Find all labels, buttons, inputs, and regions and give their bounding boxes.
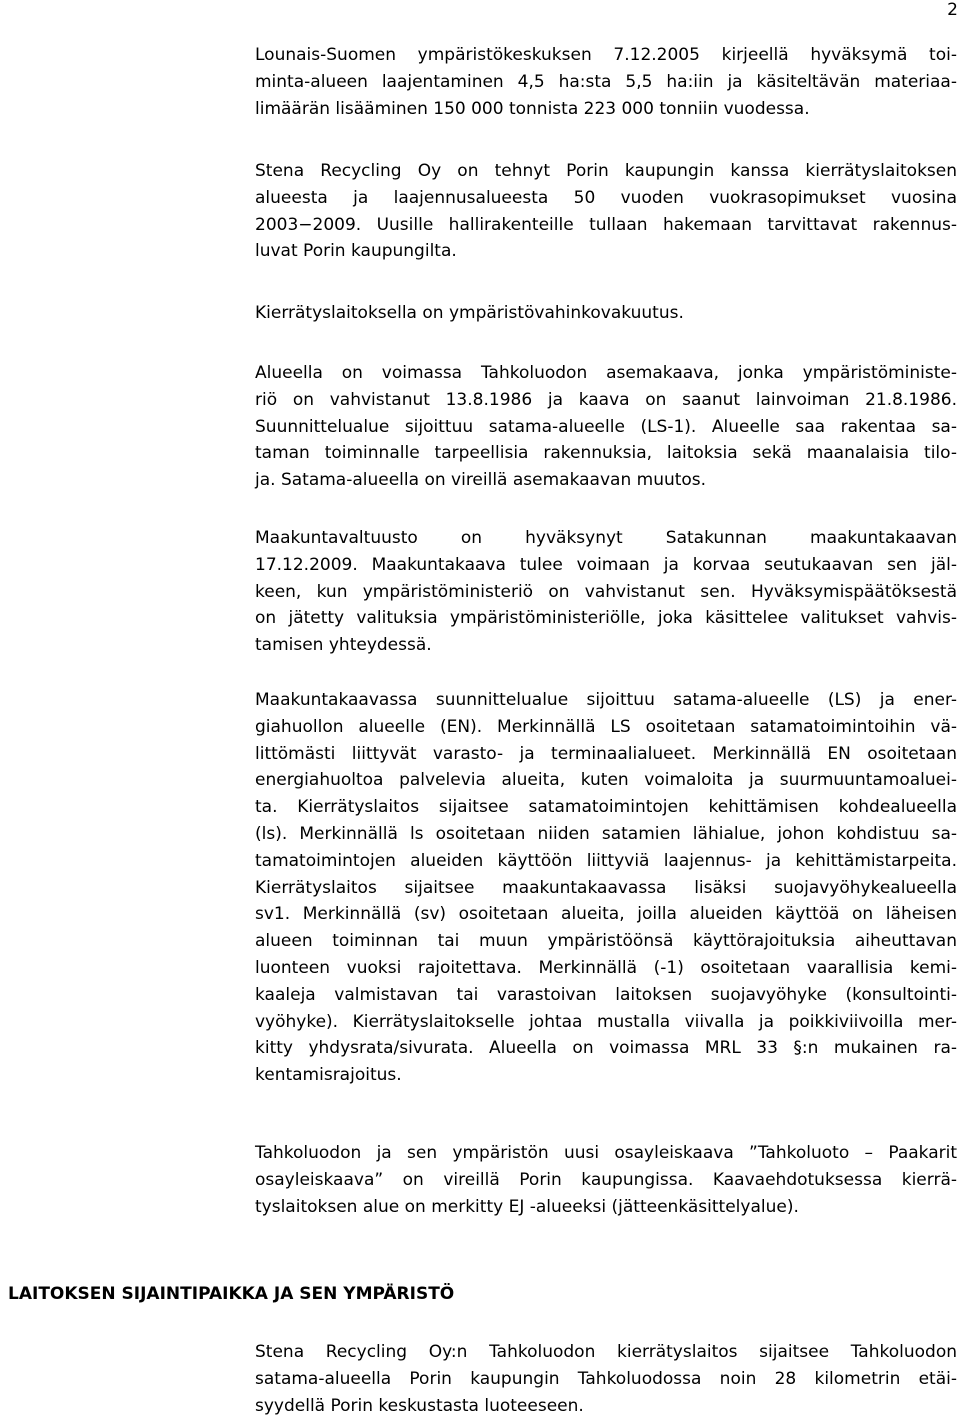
text-line: tamisen yhteydessä. — [255, 635, 432, 656]
paragraph-plant-location — [255, 1339, 957, 1419]
text-line: Tahkoluodon ja sen ympäristön uusi osayleiskaava ”Tahkoluoto – Paakarit — [255, 1143, 957, 1163]
paragraph-regional-plan-approval — [255, 525, 957, 659]
paragraph-regional-plan-markings — [255, 687, 957, 1089]
paragraph-permit-expansion — [255, 42, 957, 122]
paragraph-insurance — [255, 300, 957, 327]
text-line: syydellä Porin keskustasta luoteeseen. — [255, 1395, 584, 1416]
text-line: Suunnittelualue sijoittuu satama-alueelle (LS-1). Alueelle saa rakentaa sa- — [255, 416, 957, 437]
text-line: ja. Satama-alueella on vireillä asemakaavan muutos. — [255, 470, 707, 491]
text-line: taman toiminnalle tarpeellisia rakennuksia, laitoksia sekä maanalaisia tilo- — [255, 443, 957, 464]
text-line: kitty yhdysrata/sivurata. Alueella on voimassa MRL 33 §:n mukainen ra- — [255, 1038, 957, 1059]
text-line: luonteen vuoksi rajoitettava. Merkinnällä (-1) osoitetaan vaarallisia kemi- — [255, 957, 957, 978]
text-line: Kierrätyslaitos sijaitsee maakuntakaavassa lisäksi suojavyöhykealueella — [255, 877, 957, 898]
text-line: sv1. Merkinnällä (sv) osoitetaan alueita, joilla alueiden käyttöä on läheisen — [255, 904, 957, 925]
text-line: ta. Kierrätyslaitos sijaitsee satamatoimintojen kehittämisen kohdealueella — [255, 797, 957, 818]
text-line: keen, kun ympäristöministeriö on vahvistanut sen. Hyväksymispäätöksestä — [255, 581, 957, 602]
text-line: energiahuoltoa palvelevia alueita, kuten voimaloita ja suurmuuntamoaluei- — [255, 770, 957, 791]
page-number: 2 — [947, 0, 958, 20]
text-line: giahuollon alueelle (EN). Merkinnällä LS osoitetaan satamatoimintoihin vä- — [255, 716, 957, 737]
paragraph-detailed-plan — [255, 360, 957, 494]
text-line: littömästi liittyvät varasto- ja terminaalialueet. Merkinnällä EN osoitetaan — [255, 743, 957, 764]
text-line: Stena Recycling Oy on tehnyt Porin kaupungin kanssa kierrätyslaitoksen — [255, 161, 957, 181]
text-line: limäärän lisääminen 150 000 tonnista 223 000 tonniin vuodessa. — [255, 98, 810, 119]
text-line: 17.12.2009. Maakuntakaava tulee voimaan ja korvaa seutukaavan sen jäl- — [255, 554, 957, 575]
text-line: Stena Recycling Oy:n Tahkoluodon kierrätyslaitos sijaitsee Tahkoluodon — [255, 1342, 957, 1362]
text-line: (ls). Merkinnällä ls osoitetaan niiden satamien lähialue, johon kohdistuu sa- — [255, 823, 957, 844]
text-line: vyöhyke). Kierrätyslaitokselle johtaa mustalla viivalla ja poikkiviivoilla mer- — [255, 1011, 957, 1032]
text-line: satama-alueella Porin kaupungin Tahkoluodossa noin 28 kilometrin etäi- — [255, 1368, 957, 1389]
text-line: riö on vahvistanut 13.8.1986 ja kaava on saanut lainvoiman 21.8.1986. — [255, 389, 957, 410]
text-line: minta-alueen laajentaminen 4,5 ha:sta 5,5 ha:iin ja käsiteltävän materiaa- — [255, 71, 957, 92]
text-line: Alueella on voimassa Tahkoluodon asemakaava, jonka ympäristöministe- — [255, 363, 957, 383]
text-line: tamatoimintojen alueiden käyttöön liittyviä laajennus- ja kehittämistarpeita. — [255, 850, 957, 871]
text-line: tyslaitoksen alue on merkitty EJ -alueeksi (jätteenkäsittelyalue). — [255, 1196, 799, 1217]
text-line: alueen toiminnan tai muun ympäristöönsä käyttörajoituksia aiheuttavan — [255, 931, 957, 952]
paragraph-lease-agreements — [255, 158, 957, 265]
text-line: kaaleja valmistavan tai varastoivan laitoksen suojavyöhyke (konsultointi- — [255, 984, 957, 1005]
text-line: 2003−2009. Uusille hallirakenteille tullaan hakemaan tarvittavat rakennus- — [255, 214, 957, 235]
paragraph-master-plan — [255, 1140, 957, 1220]
text-line: Maakuntakaavassa suunnittelualue sijoittuu satama-alueelle (LS) ja ener- — [255, 690, 957, 710]
text-line: Lounais-Suomen ympäristökeskuksen 7.12.2005 kirjeellä hyväksymä toi- — [255, 45, 957, 65]
text-line: Kierrätyslaitoksella on ympäristövahinkovakuutus. — [255, 303, 684, 323]
text-line: kentamisrajoitus. — [255, 1065, 402, 1086]
text-line: osayleiskaava” on vireillä Porin kaupungissa. Kaavaehdotuksessa kierrä- — [255, 1169, 957, 1190]
text-line: alueesta ja laajennusalueesta 50 vuoden vuokrasopimukset vuosina — [255, 187, 957, 208]
text-line: on jätetty valituksia ympäristöministeriölle, joka käsittelee valitukset vahvis- — [255, 608, 957, 629]
section-heading: LAITOKSEN SIJAINTIPAIKKA JA SEN YMPÄRISTÖ — [8, 1284, 455, 1304]
text-line: luvat Porin kaupungilta. — [255, 241, 457, 262]
text-line: Maakuntavaltuusto on hyväksynyt Satakunnan maakuntakaavan — [255, 528, 957, 548]
